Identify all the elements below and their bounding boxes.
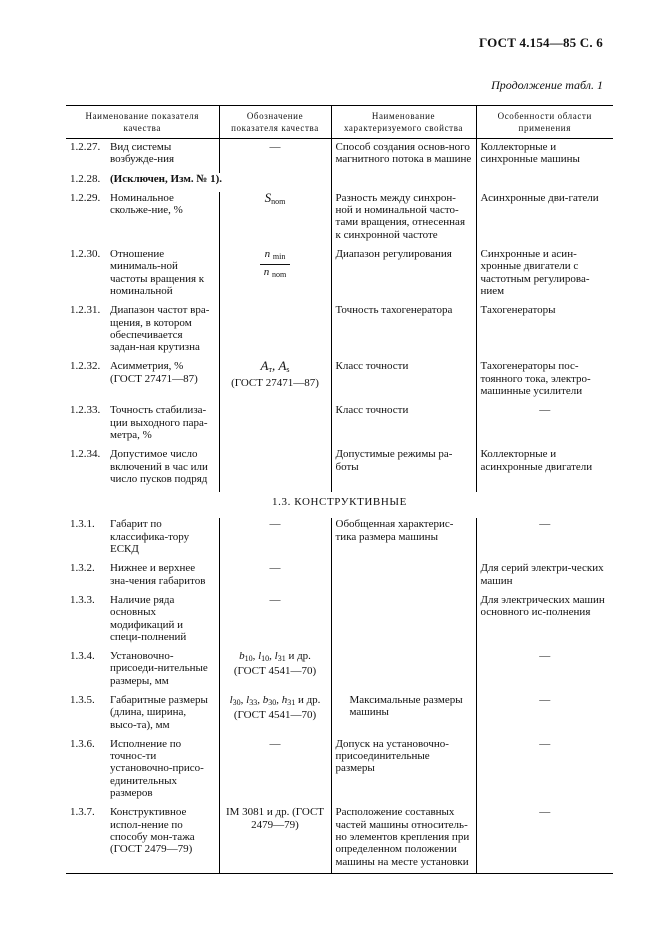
table-row xyxy=(66,518,613,562)
property-cell: Допуск на установочно-присоединительные размеры xyxy=(331,738,476,806)
designation-cell: — xyxy=(219,139,331,173)
indicator-name: Габаритные размеры (длина, ширина, высо-та), мм xyxy=(110,693,208,731)
indicator-name: Асимметрия, % (ГОСТ 27471—87) xyxy=(110,360,198,385)
row-number: 1.2.29. xyxy=(70,191,101,204)
property-cell: Максимальные размеры машины xyxy=(331,694,476,738)
symbol-list: $b_{10}$, $l_{10}$, $l_{31}$ и др. xyxy=(239,650,311,664)
designation-cell xyxy=(219,650,331,694)
row-number: 1.2.33. xyxy=(70,404,101,417)
column-header-property: Наименование характеризуемого свойства xyxy=(331,106,476,139)
property-cell: Способ создания основ-ного магнитного потока в машине xyxy=(331,139,476,173)
indicator-name-cell xyxy=(66,192,219,248)
designation-cell xyxy=(219,304,331,360)
table-row xyxy=(66,173,613,192)
indicator-name-cell xyxy=(66,650,219,694)
row-number: 1.2.31. xyxy=(70,304,101,317)
indicator-name-cell xyxy=(66,448,219,492)
designation-cell xyxy=(219,404,331,448)
table-row xyxy=(66,594,613,650)
designation-cell: — xyxy=(219,518,331,562)
property-cell: Диапазон регулирования xyxy=(331,248,476,304)
designation-standard: (ГОСТ 4541—70) xyxy=(233,665,317,678)
table-row xyxy=(66,806,613,873)
table-row xyxy=(66,650,613,694)
table-row xyxy=(66,694,613,738)
application-cell: Тахогенераторы пос-тоянного тока, электро-машинные усилители xyxy=(476,360,613,404)
application-cell: — xyxy=(476,694,613,738)
row-number: 1.2.32. xyxy=(70,360,101,373)
property-cell xyxy=(331,650,476,694)
application-cell: — xyxy=(476,738,613,806)
designation-cell xyxy=(219,189,331,248)
property-cell: Класс точности xyxy=(331,404,476,448)
designation-standard: (ГОСТ 4541—70) xyxy=(233,709,317,722)
property-cell xyxy=(331,562,476,594)
application-cell: Асинхронные дви-гатели xyxy=(476,192,613,248)
indicator-name: Наличие ряда основных модификаций и специ-полнений xyxy=(110,593,187,643)
indicator-name: Номинальное скольже-ние, % xyxy=(110,191,183,217)
application-cell: Для электрических машин основного ис-полнения xyxy=(476,594,613,650)
document-code: ГОСТ 4.154—85 С. 6 xyxy=(478,35,603,50)
indicator-name-cell xyxy=(66,594,219,650)
indicator-name: Конструктивное испол-нение по способу мон-тажа (ГОСТ 2479—79) xyxy=(110,806,195,856)
fraction-n-min-over-n-nom: $\frac{n _{min}}{n _{nom}}$ xyxy=(260,248,290,282)
indicator-name-cell xyxy=(66,404,219,448)
application-cell: — xyxy=(476,806,613,873)
indicator-name-cell xyxy=(66,304,219,360)
indicator-name-cell xyxy=(66,248,219,304)
designation-cell xyxy=(219,694,331,738)
designation-cell xyxy=(219,248,331,304)
designation-cell: — xyxy=(219,562,331,594)
designation-cell xyxy=(219,360,331,404)
property-cell: Расположение составных частей машины относитель-но элементов крепления при определенном положении машины на месте установки xyxy=(331,806,476,873)
indicator-name-cell xyxy=(66,173,331,192)
row-number: 1.2.34. xyxy=(70,448,101,461)
row-number: 1.2.28. xyxy=(70,172,101,185)
table-row xyxy=(66,562,613,594)
table-row xyxy=(66,192,613,248)
table-continuation-note: Продолжение табл. 1 xyxy=(491,78,603,92)
quality-indicators-table xyxy=(66,105,613,874)
indicator-name: Допустимое число включений в час или число пусков подряд xyxy=(110,448,208,485)
indicator-name: Исполнение по точнос-ти установочно-присо-единительных размеров xyxy=(110,737,204,800)
table-row xyxy=(66,404,613,448)
application-cell: — xyxy=(476,518,613,562)
indicator-name-cell xyxy=(66,562,219,594)
application-cell: Коллекторные и асинхронные двигатели xyxy=(476,448,613,492)
symbol-a-t-a-s: $A_т$, $A_s$ xyxy=(260,358,290,375)
indicator-name: (Исключен, Изм. № 1). xyxy=(110,172,223,185)
indicator-name-cell xyxy=(66,738,219,806)
property-cell: Допустимые режимы ра-боты xyxy=(331,448,476,492)
row-number: 1.3.4. xyxy=(70,650,95,663)
table-row xyxy=(66,248,613,304)
designation-standard: (ГОСТ 27471—87) xyxy=(231,376,319,389)
table-header-row xyxy=(66,106,613,139)
property-cell: Класс точности xyxy=(331,360,476,404)
application-cell: Коллекторные и синхронные машины xyxy=(476,139,613,173)
indicator-name: Отношение минималь-ной частоты вращения к номинальной xyxy=(110,248,205,297)
symbol-s-nom: $S_{nom}$ xyxy=(264,189,286,206)
symbol-list: $l_{30}$, $l_{33}$, $b_{30}$, $h_{31}$ и др. xyxy=(229,693,321,707)
indicator-name: Вид системы возбужде-ния xyxy=(110,141,175,166)
property-cell: Обобщенная характерис-тика размера машины xyxy=(331,518,476,562)
row-number: 1.3.2. xyxy=(70,562,95,575)
table-row xyxy=(66,360,613,404)
application-cell: Для серий электри-ческих машин xyxy=(476,562,613,594)
property-cell xyxy=(331,173,476,192)
designation-cell: IM 3081 и др. (ГОСТ 2479—79) xyxy=(219,806,331,873)
column-header-application: Особенности области применения xyxy=(476,106,613,139)
property-cell xyxy=(331,594,476,650)
indicator-name-cell xyxy=(66,360,219,404)
row-number: 1.3.1. xyxy=(70,518,95,531)
indicator-name: Диапазон частот вра-щения, в котором обеспечивается задан-ная крутизна xyxy=(110,304,210,354)
designation-cell: — xyxy=(219,738,331,806)
row-number: 1.3.5. xyxy=(70,693,95,706)
application-cell: — xyxy=(476,650,613,694)
application-cell xyxy=(476,173,613,192)
column-header-designation: Обозначение показателя качества xyxy=(219,106,331,139)
table-row xyxy=(66,139,613,173)
indicator-name-cell xyxy=(66,518,219,562)
property-cell: Разность между синхрон-ной и номинальной часто-тами вращения, отнесенная к синхронной частоте xyxy=(331,192,476,248)
indicator-name: Установочно-присоеди-нительные размеры, мм xyxy=(110,650,208,687)
row-number: 1.3.7. xyxy=(70,806,95,819)
column-header-name: Наименование показателя качества xyxy=(66,106,219,139)
indicator-name-cell xyxy=(66,694,219,738)
section-row xyxy=(66,492,613,518)
table-row xyxy=(66,448,613,492)
row-number: 1.2.27. xyxy=(70,141,101,153)
indicator-name: Точность стабилиза-ции выходного пара-метра, % xyxy=(110,404,208,441)
designation-cell: — xyxy=(219,594,331,650)
application-cell: — xyxy=(476,404,613,448)
indicator-name-cell xyxy=(66,806,219,873)
application-cell: Тахогенераторы xyxy=(476,304,613,360)
table-row xyxy=(66,304,613,360)
application-cell: Синхронные и асин-хронные двигатели с частотным регулирова-нием xyxy=(476,248,613,304)
designation-cell xyxy=(219,448,331,492)
table-row xyxy=(66,738,613,806)
indicator-name: Габарит по классифика-тору ЕСКД xyxy=(110,518,190,556)
section-title: 1.3. КОНСТРУКТИВНЫЕ xyxy=(272,496,407,509)
row-number: 1.3.3. xyxy=(70,593,95,606)
row-number: 1.3.6. xyxy=(70,737,95,750)
row-number: 1.2.30. xyxy=(70,248,101,261)
indicator-name-cell xyxy=(66,139,219,173)
indicator-name: Нижнее и верхнее зна-чения габаритов xyxy=(110,562,206,587)
property-cell: Точность тахогенератора xyxy=(331,304,476,360)
